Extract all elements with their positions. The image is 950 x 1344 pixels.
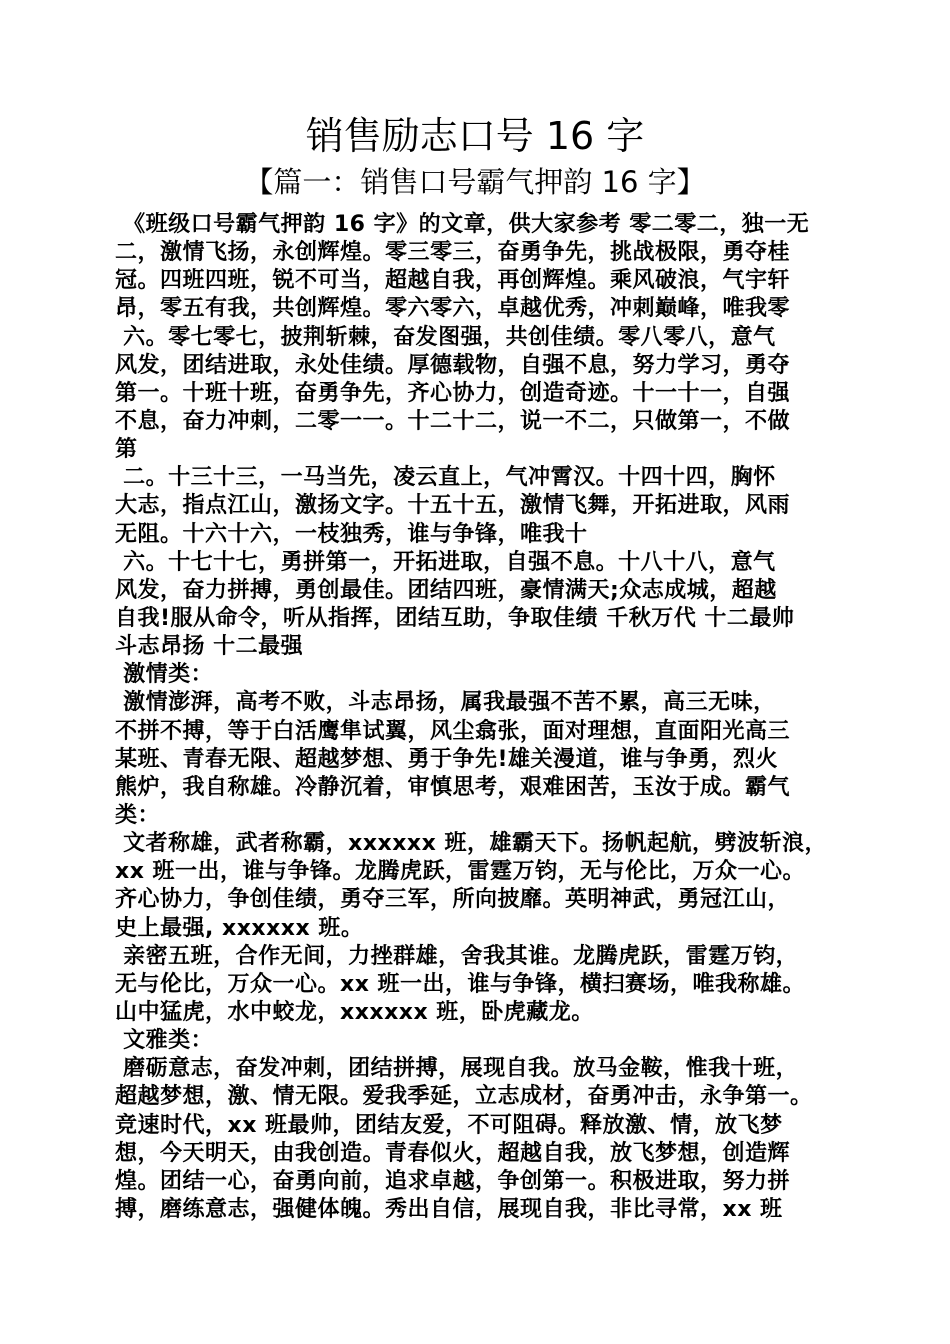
document-body: [115, 211, 840, 1224]
body-text-line: 类：: [115, 802, 161, 828]
body-text-line: 昂，零五有我，共创辉煌。零六零六，卓越优秀，冲刺巅峰，唯我零: [115, 296, 791, 322]
body-text-line: 激情类：: [115, 662, 214, 688]
body-text-line: 煌。团结一心，奋勇向前，追求卓越，争创第一。积极进取，努力拼: [115, 1168, 791, 1194]
body-text-line: 不拼不搏，等于白活鹰隼试翼，风尘翕张，面对理想，直面阳光高三: [115, 718, 791, 744]
body-text-line: 二。十三十三，一马当先，凌云直上，气冲霄汉。十四十四，胸怀: [115, 465, 776, 491]
body-text-line: 亲密五班，合作无间，力挫群雄，舍我其谁。龙腾虎跃，雷霆万钧，: [115, 943, 799, 969]
body-text-line: 大志，指点江山，激扬文字。十五十五，激情飞舞，开拓进取，风雨: [115, 493, 791, 519]
body-text-line: 磨砺意志，奋发冲刺，团结拼搏，展现自我。放马金鞍，惟我十班，: [115, 1056, 799, 1082]
body-text-line: 文雅类：: [115, 1028, 214, 1054]
body-text-line: 无与伦比，万众一心。xx 班一出，谁与争锋，横扫赛场，唯我称雄。: [115, 971, 806, 997]
body-text-line: 二，激情飞扬，永创辉煌。零三零三，奋勇争先，挑战极限，勇夺桂: [115, 240, 791, 266]
body-text-line: 第: [115, 437, 138, 463]
body-text-line: 史上最强, xxxxxx 班。: [115, 915, 364, 941]
body-text-line: 文者称雄，武者称霸，xxxxxx 班，雄霸天下。扬帆起航，劈波斩浪，: [115, 831, 827, 857]
body-text-line: 想，今天明天，由我创造。青春似火，超越自我，放飞梦想，创造辉: [115, 1140, 791, 1166]
body-text-line: 斗志昂扬 十二最强: [115, 634, 304, 660]
body-text-line: 超越梦想，激、情无限。爱我季延，立志成材，奋勇冲击，永争第一。: [115, 1084, 813, 1110]
body-text-line: 齐心协力，争创佳绩，勇夺三军，所向披靡。英明神武，勇冠江山，: [115, 887, 791, 913]
body-text-line: 第一。十班十班，奋勇争先，齐心协力，创造奇迹。十一十一，自强: [115, 380, 791, 406]
body-text-line: 不息，奋力冲刺，二零一一。十二十二，说一不二，只做第一，不做: [115, 408, 791, 434]
body-text-line: 竞速时代，xx 班最帅，团结友爱，不可阻碍。释放激、情，放飞梦: [115, 1112, 783, 1138]
body-text-line: xx 班一出，谁与争锋。龙腾虎跃，雷霆万钧，无与伦比，万众一心。: [115, 859, 806, 885]
body-text-line: 《班级口号霸气押韵 16 字》的文章，供大家参考 零二零二，独一无: [115, 212, 810, 237]
body-text-line: 激情澎湃，高考不败，斗志昂扬，属我最强不苦不累，高三无味，: [115, 690, 776, 716]
document-subtitle: 【篇一：销售口号霸气押韵 16 字】: [244, 165, 706, 199]
body-text-line: 风发，奋力拼搏，勇创最佳。团结四班，豪情满天;众志成城，超越: [115, 577, 777, 603]
body-text-line: 山中猛虎，水中蛟龙，xxxxxx 班，卧虎藏龙。: [115, 999, 594, 1025]
body-text-line: 冠。四班四班，锐不可当，超越自我，再创辉煌。乘风破浪，气宇轩: [115, 268, 791, 294]
body-text-line: 熊炉，我自称雄。冷静沉着，审慎思考，艰难困苦，玉汝于成。霸气: [115, 774, 791, 800]
body-text-line: 自我!服从命令，听从指挥，团结互助，争取佳绩 千秋万代 十二最帅: [115, 605, 795, 631]
body-text-line: 风发，团结进取，永处佳绩。厚德载物，自强不息，努力学习，勇夺: [115, 352, 791, 378]
body-text-line: 无阻。十六十六，一枝独秀，谁与争锋，唯我十: [115, 521, 588, 547]
document-title: 销售励志口号 16 字: [305, 114, 645, 158]
body-text-line: 搏，磨练意志，强健体魄。秀出自信，展现自我，非比寻常，xx 班: [115, 1196, 783, 1222]
body-text-line: 六。十七十七，勇拼第一，开拓进取，自强不息。十八十八，意气: [115, 549, 776, 575]
body-text-line: 某班、青春无限、超越梦想、勇于争先!雄关漫道，谁与争勇，烈火: [115, 746, 779, 772]
body-text-line: 六。零七零七，披荆斩棘，奋发图强，共创佳绩。零八零八，意气: [115, 324, 776, 350]
